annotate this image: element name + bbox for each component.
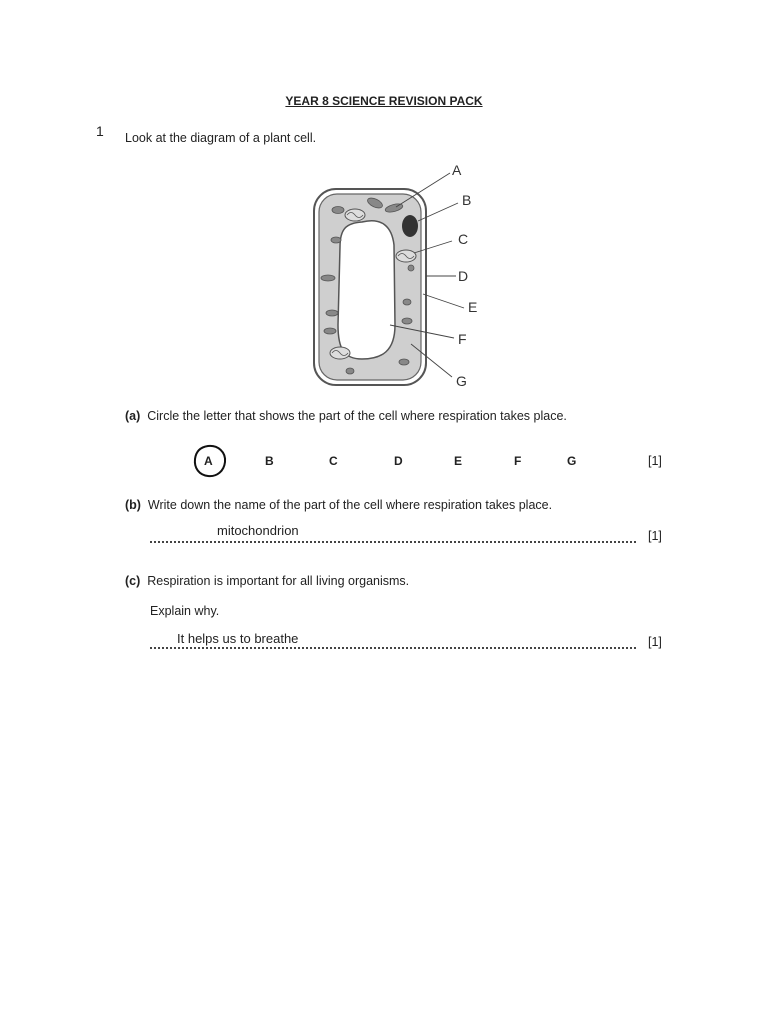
chloroplast (332, 207, 344, 214)
part-a-text: Circle the letter that shows the part of the cell where respiration takes place. (147, 409, 567, 423)
part-c-text: Respiration is important for all living organisms. (147, 574, 410, 588)
diagram-label-g: G (456, 373, 467, 389)
chloroplast (399, 359, 409, 365)
part-c-marks: [1] (648, 635, 662, 649)
part-b-text: Write down the name of the part of the cell where respiration takes place. (147, 498, 553, 512)
part-c-answer[interactable]: It helps us to breathe (177, 631, 299, 646)
vacuole (338, 221, 395, 359)
option-a[interactable]: A (204, 454, 213, 468)
part-b (125, 498, 552, 512)
chloroplast (408, 265, 414, 271)
part-c-answer-line (150, 647, 636, 649)
diagram-label-f: F (458, 331, 467, 347)
chloroplast (402, 318, 412, 324)
option-g[interactable]: G (567, 454, 577, 468)
option-b[interactable]: B (265, 454, 274, 468)
plant-cell-diagram (300, 155, 500, 395)
part-c-prompt: Explain why. (150, 604, 220, 618)
part-c-label: (c) (125, 574, 141, 588)
question-number: 1 (96, 123, 104, 139)
letter-options (180, 445, 680, 475)
diagram-label-b: B (462, 192, 472, 208)
page-title: YEAR 8 SCIENCE REVISION PACK (285, 94, 483, 108)
chloroplast (403, 299, 411, 305)
part-a-label: (a) (125, 409, 141, 423)
option-d[interactable]: D (394, 454, 403, 468)
chloroplast (324, 328, 336, 334)
part-b-marks: [1] (648, 529, 662, 543)
chloroplast (321, 275, 335, 281)
chloroplast (326, 310, 338, 316)
part-b-answer-line (150, 541, 636, 543)
diagram-label-d: D (458, 268, 469, 284)
nucleus (402, 215, 418, 237)
part-a (125, 409, 567, 423)
option-f[interactable]: F (514, 454, 522, 468)
part-c (125, 574, 409, 588)
diagram-label-a: A (452, 162, 462, 178)
chloroplast (331, 237, 341, 243)
part-a-marks: [1] (648, 454, 662, 468)
question-intro: Look at the diagram of a plant cell. (125, 131, 317, 145)
diagram-label-e: E (468, 299, 478, 315)
diagram-label-c: C (458, 231, 469, 247)
option-e[interactable]: E (454, 454, 463, 468)
part-b-label: (b) (125, 498, 141, 512)
part-b-answer[interactable]: mitochondrion (217, 523, 299, 538)
option-c[interactable]: C (329, 454, 338, 468)
chloroplast (346, 368, 354, 374)
